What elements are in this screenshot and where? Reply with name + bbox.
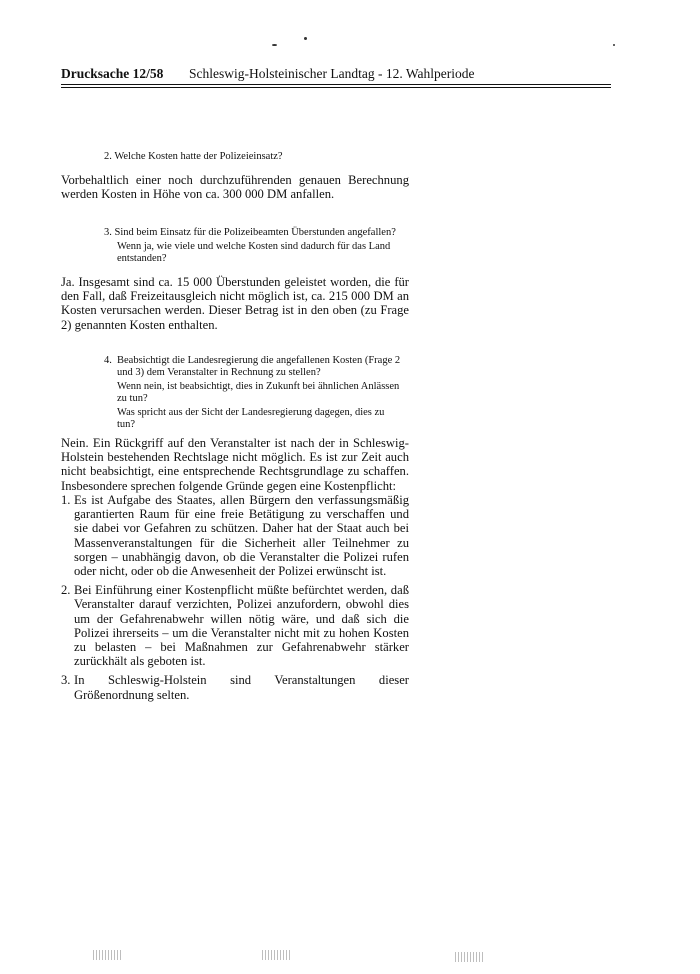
list-item-text: Es ist Aufgabe des Staates, allen Bürgern den verfassungsmäßig garantierten Raum für eine freie Betätigung zu verschaffen und sie dabei vor Gefahren zu schützen. Daher hat der Staat auch bei Massenveranstaltungen für die Sicherheit aller Teilnehmer zu sorgen – unabhängig davon, ob die Veranstalter die Polizei rufen oder nicht, oder ob die Anwesenheit der Polizei erwünscht ist. [74,493,409,579]
scan-speck [272,44,277,46]
document-number: Drucksache 12/58 [61,66,164,81]
list-item-number: 1. [61,493,71,507]
header-rule [61,84,611,85]
page-header [61,66,611,82]
question-number: 2. [104,151,112,162]
question-number: 4. [104,355,112,366]
header-rule-thin [61,87,611,88]
scan-speck [304,37,307,40]
question-2 [104,151,424,163]
list-item-text: Bei Einführung einer Kostenpflicht müßte befürchtet werden, daß Veranstalter darauf verzichten, Polizei anzufordern, obwohl dies um der Gefahrenabwehr willen nötig wäre, und daß sich die Polizei ihrerseits – um die Veranstalter nicht mit zu hohen Kosten zu belasten – bei Maßnahmen zur Gefahrenabwehr stärker zurückhält als geboten ist. [74,583,409,669]
list-item [61,493,409,578]
question-subtext: Wenn nein, ist beabsichtigt, dies in Zukunft bei ähnlichen Anlässen zu tun? [117,381,400,404]
list-item [61,583,409,668]
question-text: Welche Kosten hatte der Polizeieinsatz? [114,151,283,162]
answer-text: Ja. Insgesamt sind ca. 15 000 Überstunden geleistet worden, die für den Fall, daß Freizeitausgleich nicht möglich ist, ca. 215 000 DM an Kosten verursachen werden. Dieser Betrag ist in den oben (zu Frage 2) genannten Kosten enthalten. [61,275,409,332]
scan-speck [613,44,615,46]
question-text: Sind beim Einsatz für die Polizeibeamten Überstunden angefallen? [114,227,396,238]
list-item-text: In Schleswig-Holstein sind Veranstaltungen dieser Größenordnung selten. [74,673,409,702]
list-item [61,673,409,701]
list-item-number: 3. [61,673,71,688]
answer-2 [61,173,409,201]
reasons-list [61,493,409,707]
answer-text: Nein. Ein Rückgriff auf den Veranstalter ist nach der in Schleswig-Holstein bestehenden Rechtslage nicht möglich. Es ist zur Zeit auch nicht beabsichtigt, eine entsprechende Rechtsgrundlage zu schaffen. Insbesondere sprechen folgende Gründe gegen eine Kostenpflicht: [61,436,409,493]
question-subtext-2: Was spricht aus der Sicht der Landesregierung dagegen, dies zu tun? [117,407,385,430]
answer-text: Vorbehaltlich einer noch durchzuführenden genauen Berechnung werden Kosten in Höhe von ca. 300 000 DM anfallen. [61,173,409,202]
question-subtext: Wenn ja, wie viele und welche Kosten sind dadurch für das Land entstanden? [117,241,391,264]
question-4 [104,355,404,431]
answer-3 [61,275,409,332]
scan-smudge [455,952,485,962]
list-item-number: 2. [61,583,71,598]
question-number: 3. [104,227,112,238]
question-text: Beabsichtigt die Landesregierung die angefallenen Kosten (Frage 2 und 3) dem Veranstalter in Rechnung zu stellen? [117,355,401,378]
scan-smudge [262,950,292,960]
answer-4 [61,436,409,493]
parliament-title: Schleswig-Holsteinischer Landtag - 12. Wahlperiode [189,66,475,81]
question-3 [104,227,414,265]
scan-smudge [93,950,123,960]
